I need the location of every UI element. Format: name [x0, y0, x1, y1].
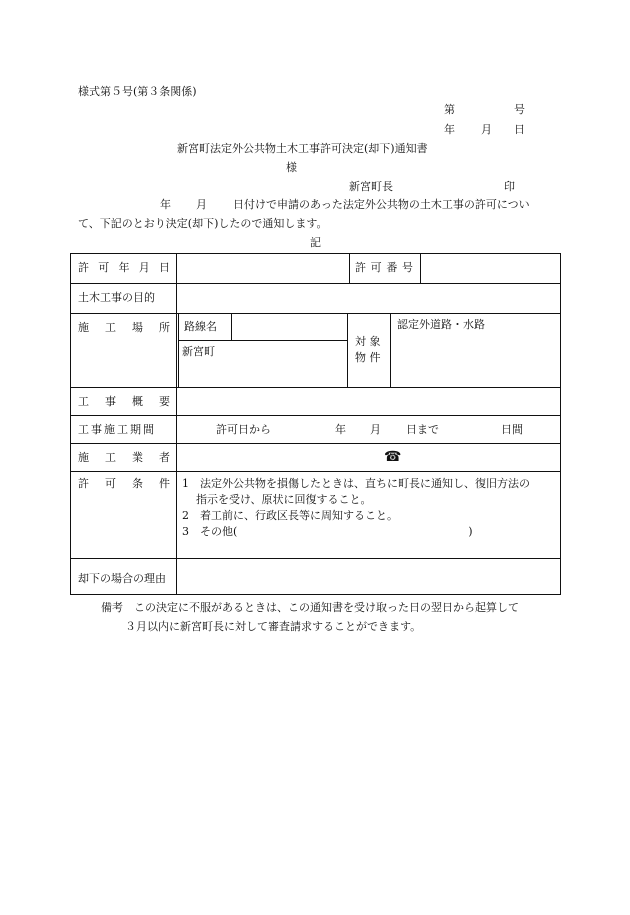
town-name: 新宮町	[182, 345, 215, 358]
condition-line-2: 2 着工前に、行政区長等に周知すること。	[182, 509, 398, 522]
location-label: 施 工 場 所	[78, 321, 170, 334]
document-title: 新宮町法定外公共物土木工事許可決定(却下)通知書	[177, 142, 428, 155]
conditions-label: 許 可 条 件	[78, 477, 170, 490]
row-divider	[70, 313, 561, 314]
rejection-reason-label: 却下の場合の理由	[78, 572, 166, 585]
period-month: 月	[370, 423, 381, 436]
period-year: 年	[335, 423, 346, 436]
row-divider	[70, 443, 561, 444]
note-line-1: 備考 この決定に不服があるときは、この通知書を受け取った日の翌日から起算して	[101, 601, 519, 614]
target-value: 認定外道路・水路	[397, 318, 485, 331]
intro-year: 年	[160, 198, 171, 211]
row-divider	[70, 283, 561, 284]
row-divider	[70, 387, 561, 388]
period-label: 工事施工期間	[78, 423, 156, 436]
label-column-divider	[176, 253, 177, 595]
column-divider	[349, 253, 350, 283]
intro-line-1: 日付けで申請のあった法定外公共物の土木工事の許可につい	[233, 198, 530, 211]
seal-mark: 印	[504, 180, 515, 193]
target-label-line-1: 対 象	[355, 335, 381, 348]
form-number: 様式第５号(第３条関係)	[78, 85, 197, 98]
contractor-label: 施 工 業 者	[78, 451, 170, 464]
row-divider	[178, 340, 347, 341]
column-divider	[420, 253, 421, 283]
target-label-line-2: 物 件	[355, 351, 381, 364]
note-line-2: ３月以内に新宮町長に対して審査請求することができます。	[125, 620, 422, 633]
date-year-label: 年	[444, 123, 455, 136]
column-divider	[231, 313, 232, 340]
column-divider	[390, 313, 391, 387]
condition-line-1-cont: 指示を受け、原状に回復すること。	[196, 493, 372, 506]
issuer-name: 新宮町長	[349, 180, 393, 193]
row-divider	[70, 415, 561, 416]
overview-label: 工 事 概 要	[78, 395, 170, 408]
period-from: 許可日から	[216, 423, 271, 436]
addressee-suffix: 様	[286, 161, 297, 174]
permit-date-label: 許 可 年 月 日	[78, 261, 170, 274]
date-month-label: 月	[481, 123, 492, 136]
date-day-label: 日	[514, 123, 525, 136]
condition-line-3: 3 その他( )	[182, 525, 473, 538]
row-divider	[70, 558, 561, 559]
row-divider	[70, 471, 561, 472]
route-name-label: 路線名	[184, 320, 217, 333]
column-divider	[347, 313, 348, 387]
intro-line-2: て、下記のとおり決定(却下)したので通知します。	[78, 217, 328, 230]
column-divider	[178, 313, 179, 387]
phone-icon: ☎	[384, 449, 402, 465]
number-label-prefix: 第	[444, 103, 455, 116]
intro-month: 月	[196, 198, 207, 211]
period-until: 日まで	[406, 423, 439, 436]
number-label-suffix: 号	[514, 103, 525, 116]
condition-line-1: 1 法定外公共物を損傷したときは、直ちに町長に通知し、復旧方法の	[182, 477, 530, 490]
permit-number-label: 許 可 番 号	[355, 261, 413, 274]
ki-label: 記	[310, 236, 321, 249]
period-days: 日間	[501, 423, 523, 436]
purpose-label: 土木工事の目的	[78, 291, 155, 304]
